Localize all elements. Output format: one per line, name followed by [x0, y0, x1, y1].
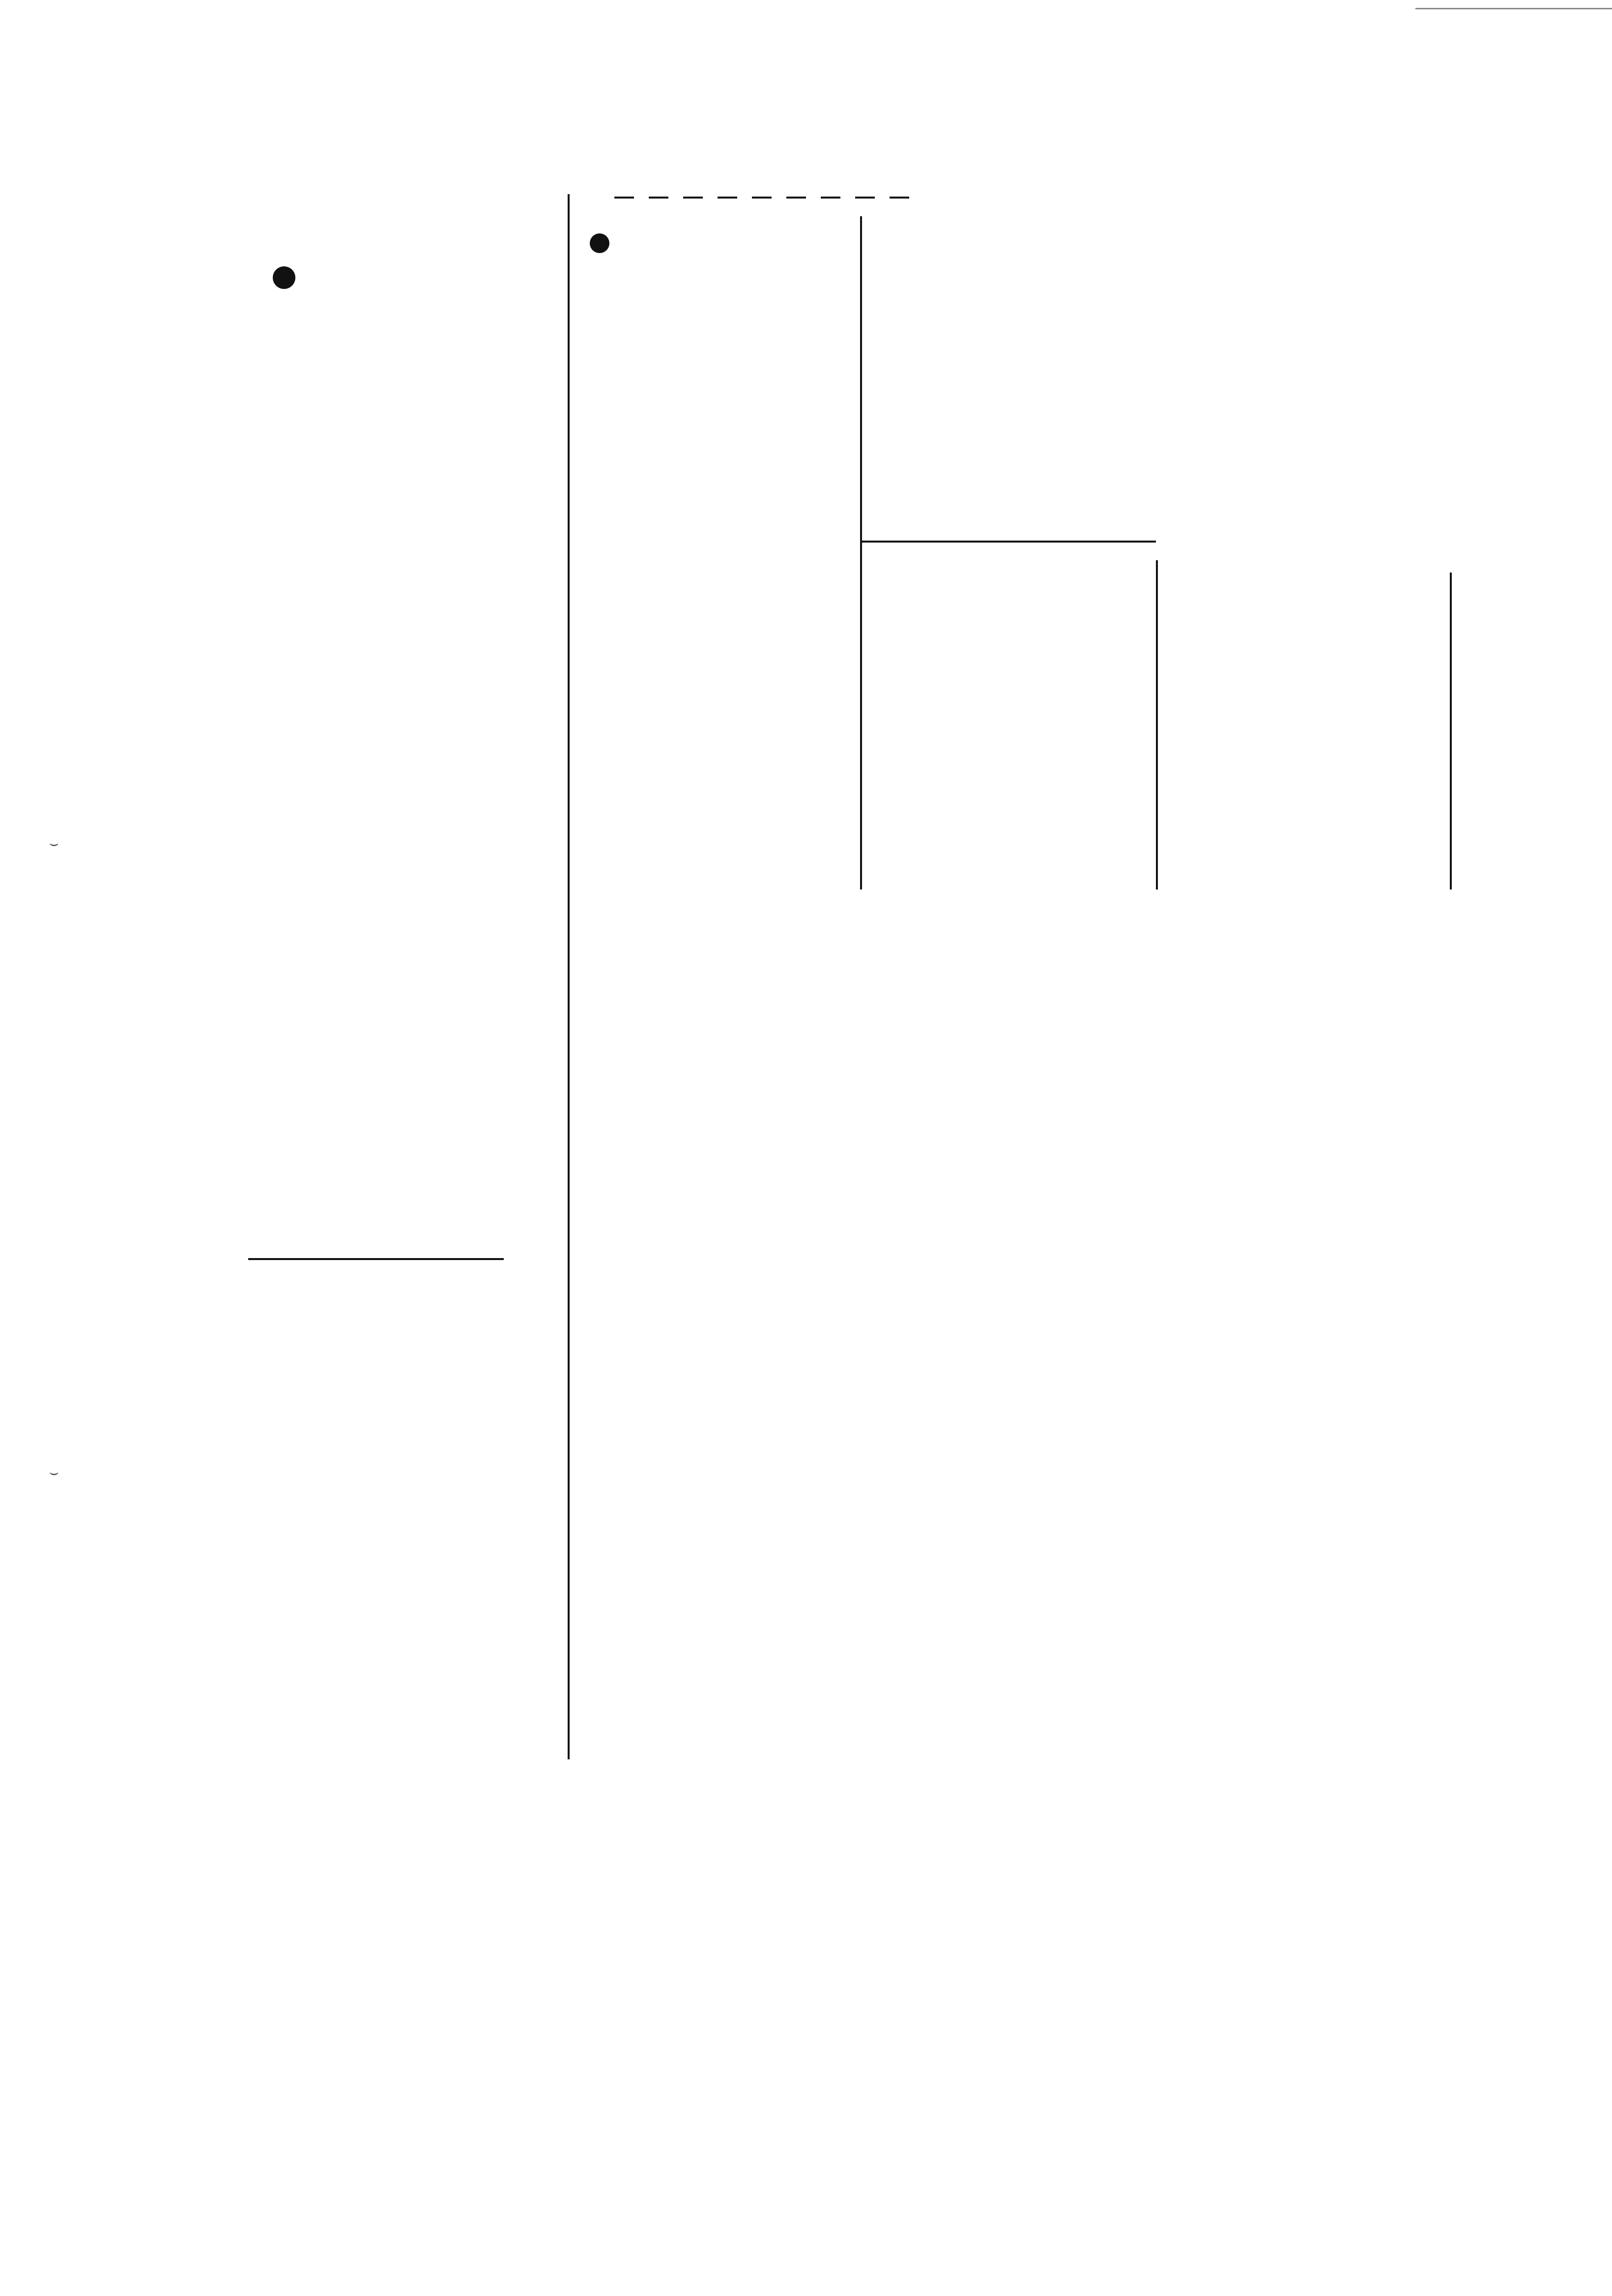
column-divider-right — [1156, 560, 1158, 890]
headline-antonio-macedo — [273, 263, 500, 292]
column-divider-middle — [860, 216, 862, 890]
column-divider-left — [568, 194, 570, 1759]
page-top-line — [1415, 8, 1612, 9]
article-column-1 — [273, 263, 500, 327]
column-2-top-rule — [614, 197, 919, 199]
article-column-2 — [590, 224, 849, 265]
article-column-3-bottom — [871, 563, 1146, 566]
article-column-4 — [1166, 570, 1441, 573]
column-1-bottom-rule — [248, 1258, 504, 1260]
scan-mark-icon: ⌣ — [49, 1464, 59, 1481]
headline-soares-mandatado — [590, 230, 849, 256]
bullet-dot-icon — [273, 266, 295, 289]
column-3-bottom-rule — [861, 541, 1156, 543]
article-column-3-top — [871, 224, 1146, 227]
scan-mark-icon: ⌣ — [49, 835, 59, 852]
bullet-dot-icon — [590, 233, 609, 253]
column-4-right-border — [1450, 573, 1452, 890]
